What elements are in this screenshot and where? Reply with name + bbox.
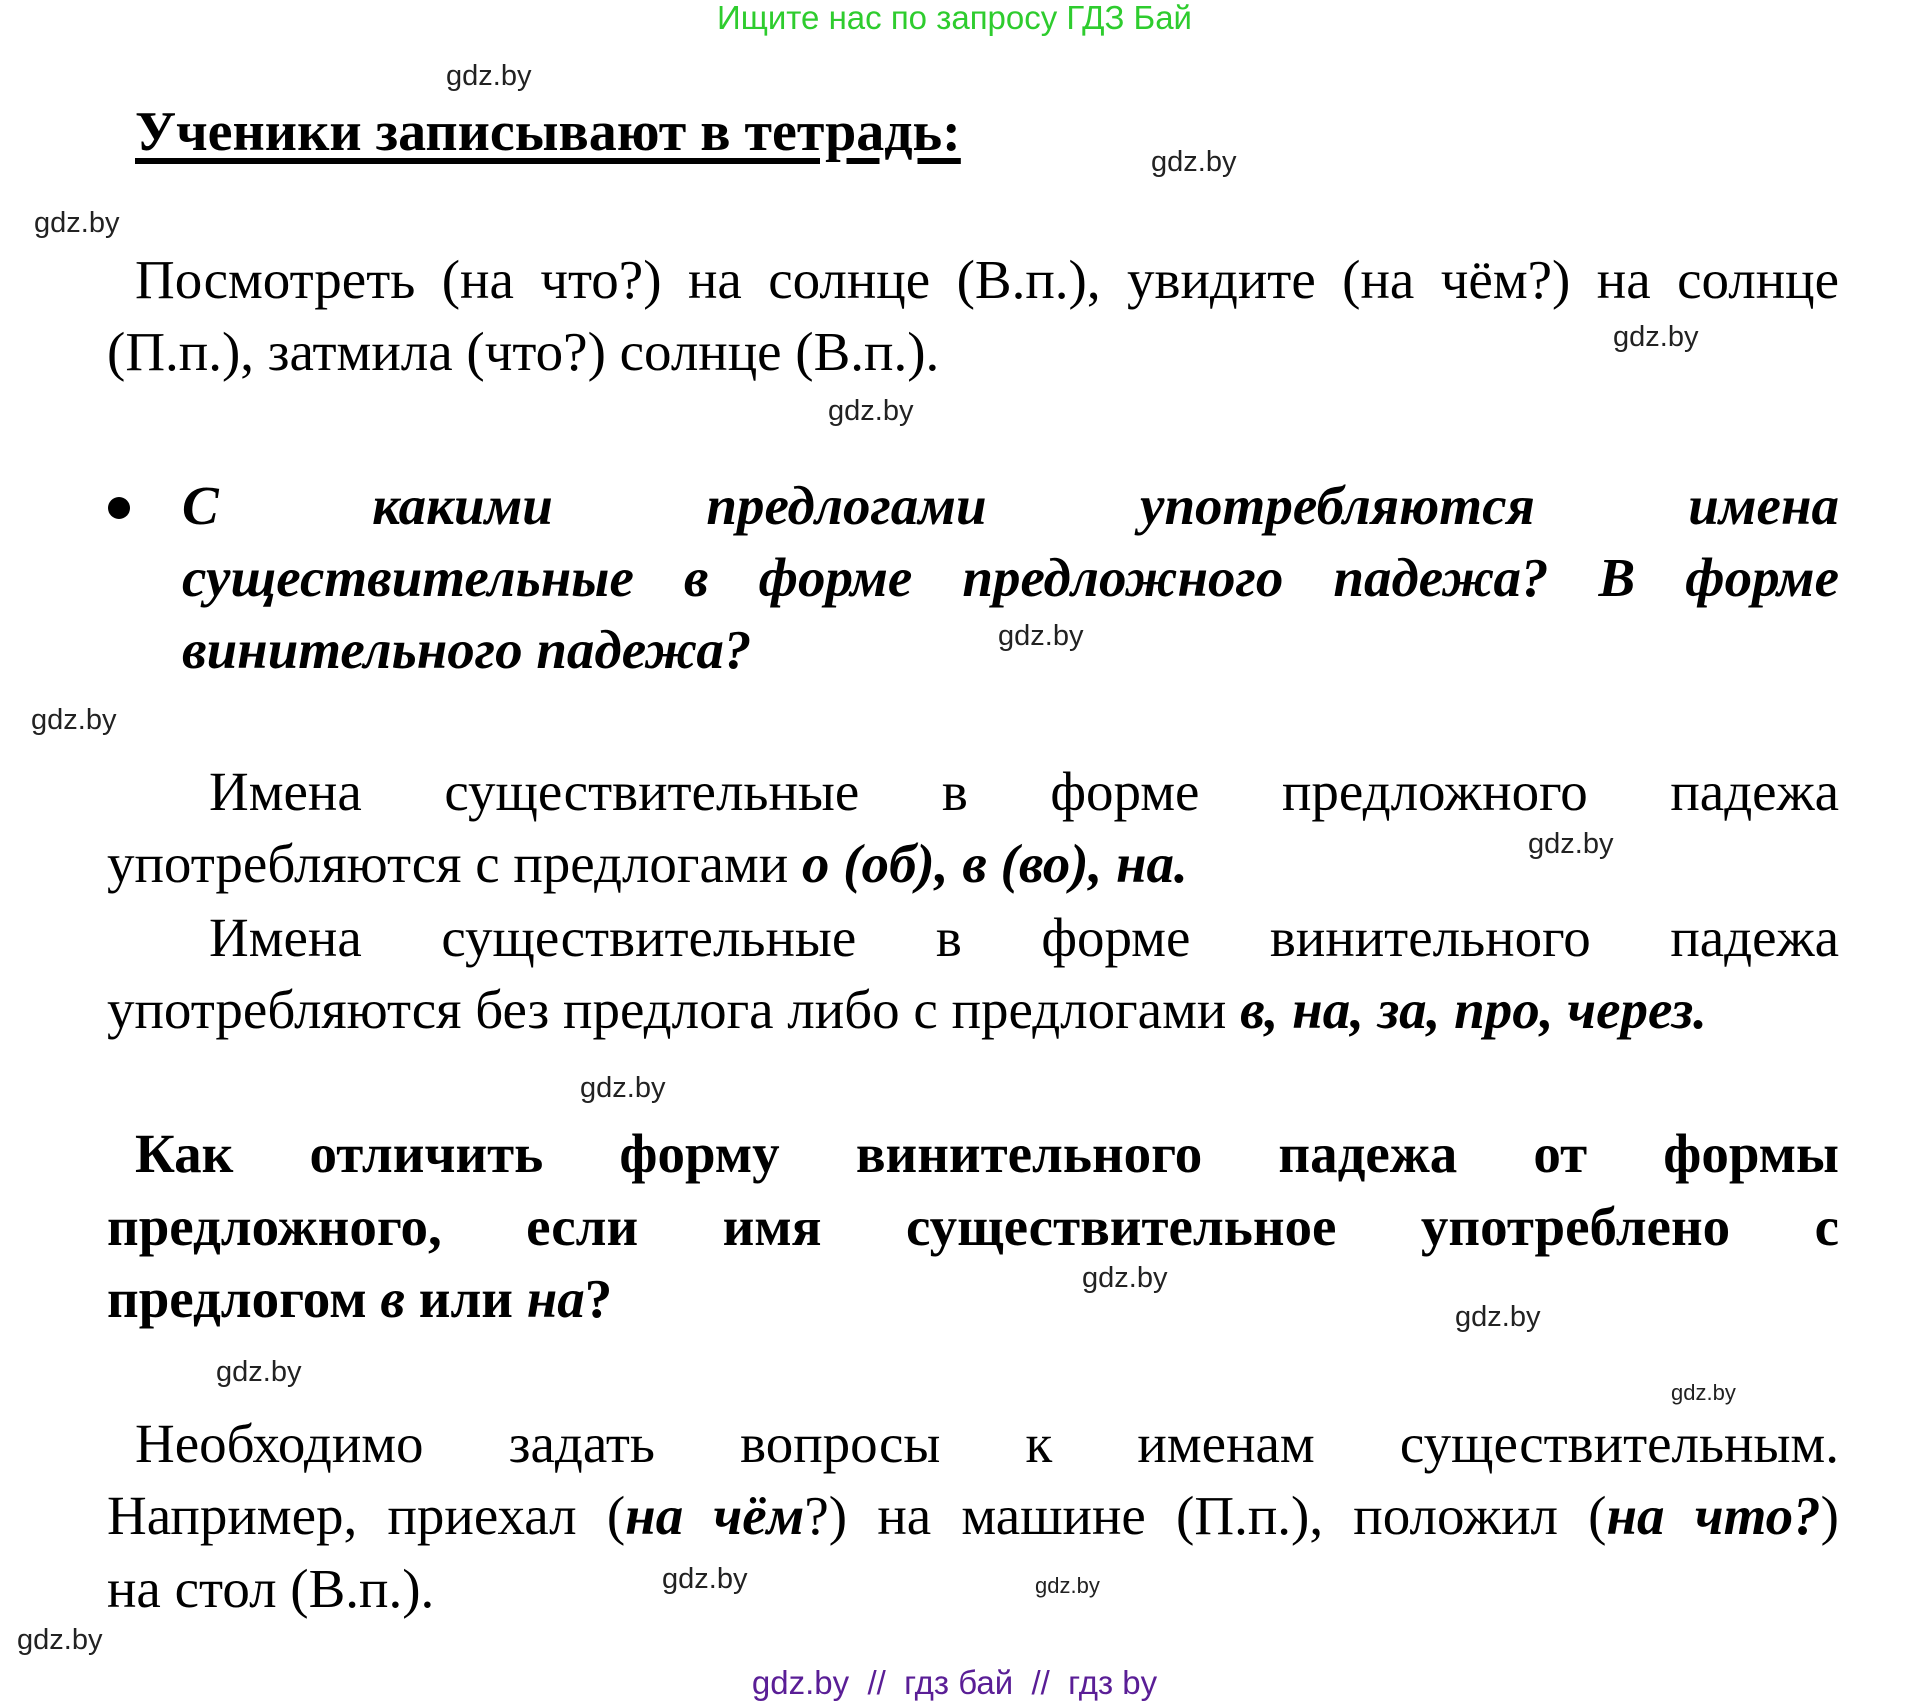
- watermark: gdz.by: [1528, 828, 1614, 860]
- prepositions-prepositional: о (об), в (во), на.: [801, 833, 1188, 894]
- paragraph-3-line-1: Необходимо задать вопросы к именам существительным.: [135, 1413, 1839, 1474]
- bullet-icon: [108, 497, 130, 519]
- question-2-line-2: предложного, если имя существительное употреблено с: [107, 1196, 1839, 1257]
- paragraph-3-line-3: на стол (В.п.).: [107, 1558, 435, 1619]
- watermark: gdz.by: [17, 1624, 103, 1656]
- paragraph-2-line-1: Имена существительные в форме предложного падежа: [209, 761, 1839, 822]
- watermark: gdz.by: [580, 1072, 666, 1104]
- line-text: употребляются без предлога либо с предлогами: [107, 979, 1241, 1040]
- preposition-na: на: [526, 1268, 585, 1329]
- search-banner: Ищите нас по запросу ГДЗ Бай: [717, 0, 1192, 36]
- question-1-line-3: винительного падежа?: [182, 619, 752, 680]
- prepositions-accusative: в, на, за, про, через.: [1240, 979, 1707, 1040]
- text: Например, приехал (: [107, 1485, 626, 1546]
- watermark: gdz.by: [216, 1356, 302, 1388]
- question-emph: на чём: [625, 1485, 805, 1546]
- watermark: gdz.by: [1035, 1573, 1100, 1598]
- paragraph-2-line-4: [107, 978, 1707, 1042]
- line-text: употребляются с предлогами: [107, 833, 802, 894]
- text: предлогом: [107, 1268, 381, 1329]
- paragraph-3-line-2: [107, 1484, 1839, 1548]
- watermark: gdz.by: [34, 207, 120, 239]
- watermark: gdz.by: [446, 60, 532, 92]
- footer-links: gdz.by // гдз бай // гдз by: [751, 1664, 1158, 1701]
- question-1-line-1: С какими предлогами употребляются имена: [182, 475, 1839, 536]
- paragraph-1-line-1: Посмотреть (на что?) на солнце (В.п.), увидите (на чём?) на солнце: [135, 249, 1839, 310]
- watermark: gdz.by: [31, 704, 117, 736]
- question-2-line-3: [107, 1267, 612, 1331]
- question-1-line-2: существительные в форме предложного падежа? В форме: [182, 547, 1839, 608]
- text: ?) на машине (П.п.), положил (: [804, 1485, 1607, 1546]
- question-emph: на что?: [1606, 1485, 1821, 1546]
- watermark: gdz.by: [1151, 146, 1237, 178]
- text: ): [1820, 1485, 1839, 1546]
- paragraph-2-line-2: [107, 832, 1188, 896]
- text: ?: [584, 1268, 613, 1329]
- watermark: gdz.by: [1082, 1262, 1168, 1294]
- watermark: gdz.by: [662, 1563, 748, 1595]
- question-2-line-1: Как отличить форму винительного падежа от формы: [135, 1123, 1839, 1184]
- watermark: gdz.by: [1671, 1380, 1736, 1405]
- watermark: gdz.by: [1455, 1301, 1541, 1333]
- watermark: gdz.by: [1613, 321, 1699, 353]
- text: или: [405, 1268, 527, 1329]
- paragraph-1-line-2: (П.п.), затмила (что?) солнце (В.п.).: [107, 321, 940, 382]
- watermark: gdz.by: [828, 395, 914, 427]
- paragraph-2-line-3: Имена существительные в форме винительного падежа: [209, 907, 1839, 968]
- watermark: gdz.by: [998, 620, 1084, 652]
- section-title: Ученики записывают в тетрадь:: [135, 101, 961, 163]
- preposition-v: в: [380, 1268, 405, 1329]
